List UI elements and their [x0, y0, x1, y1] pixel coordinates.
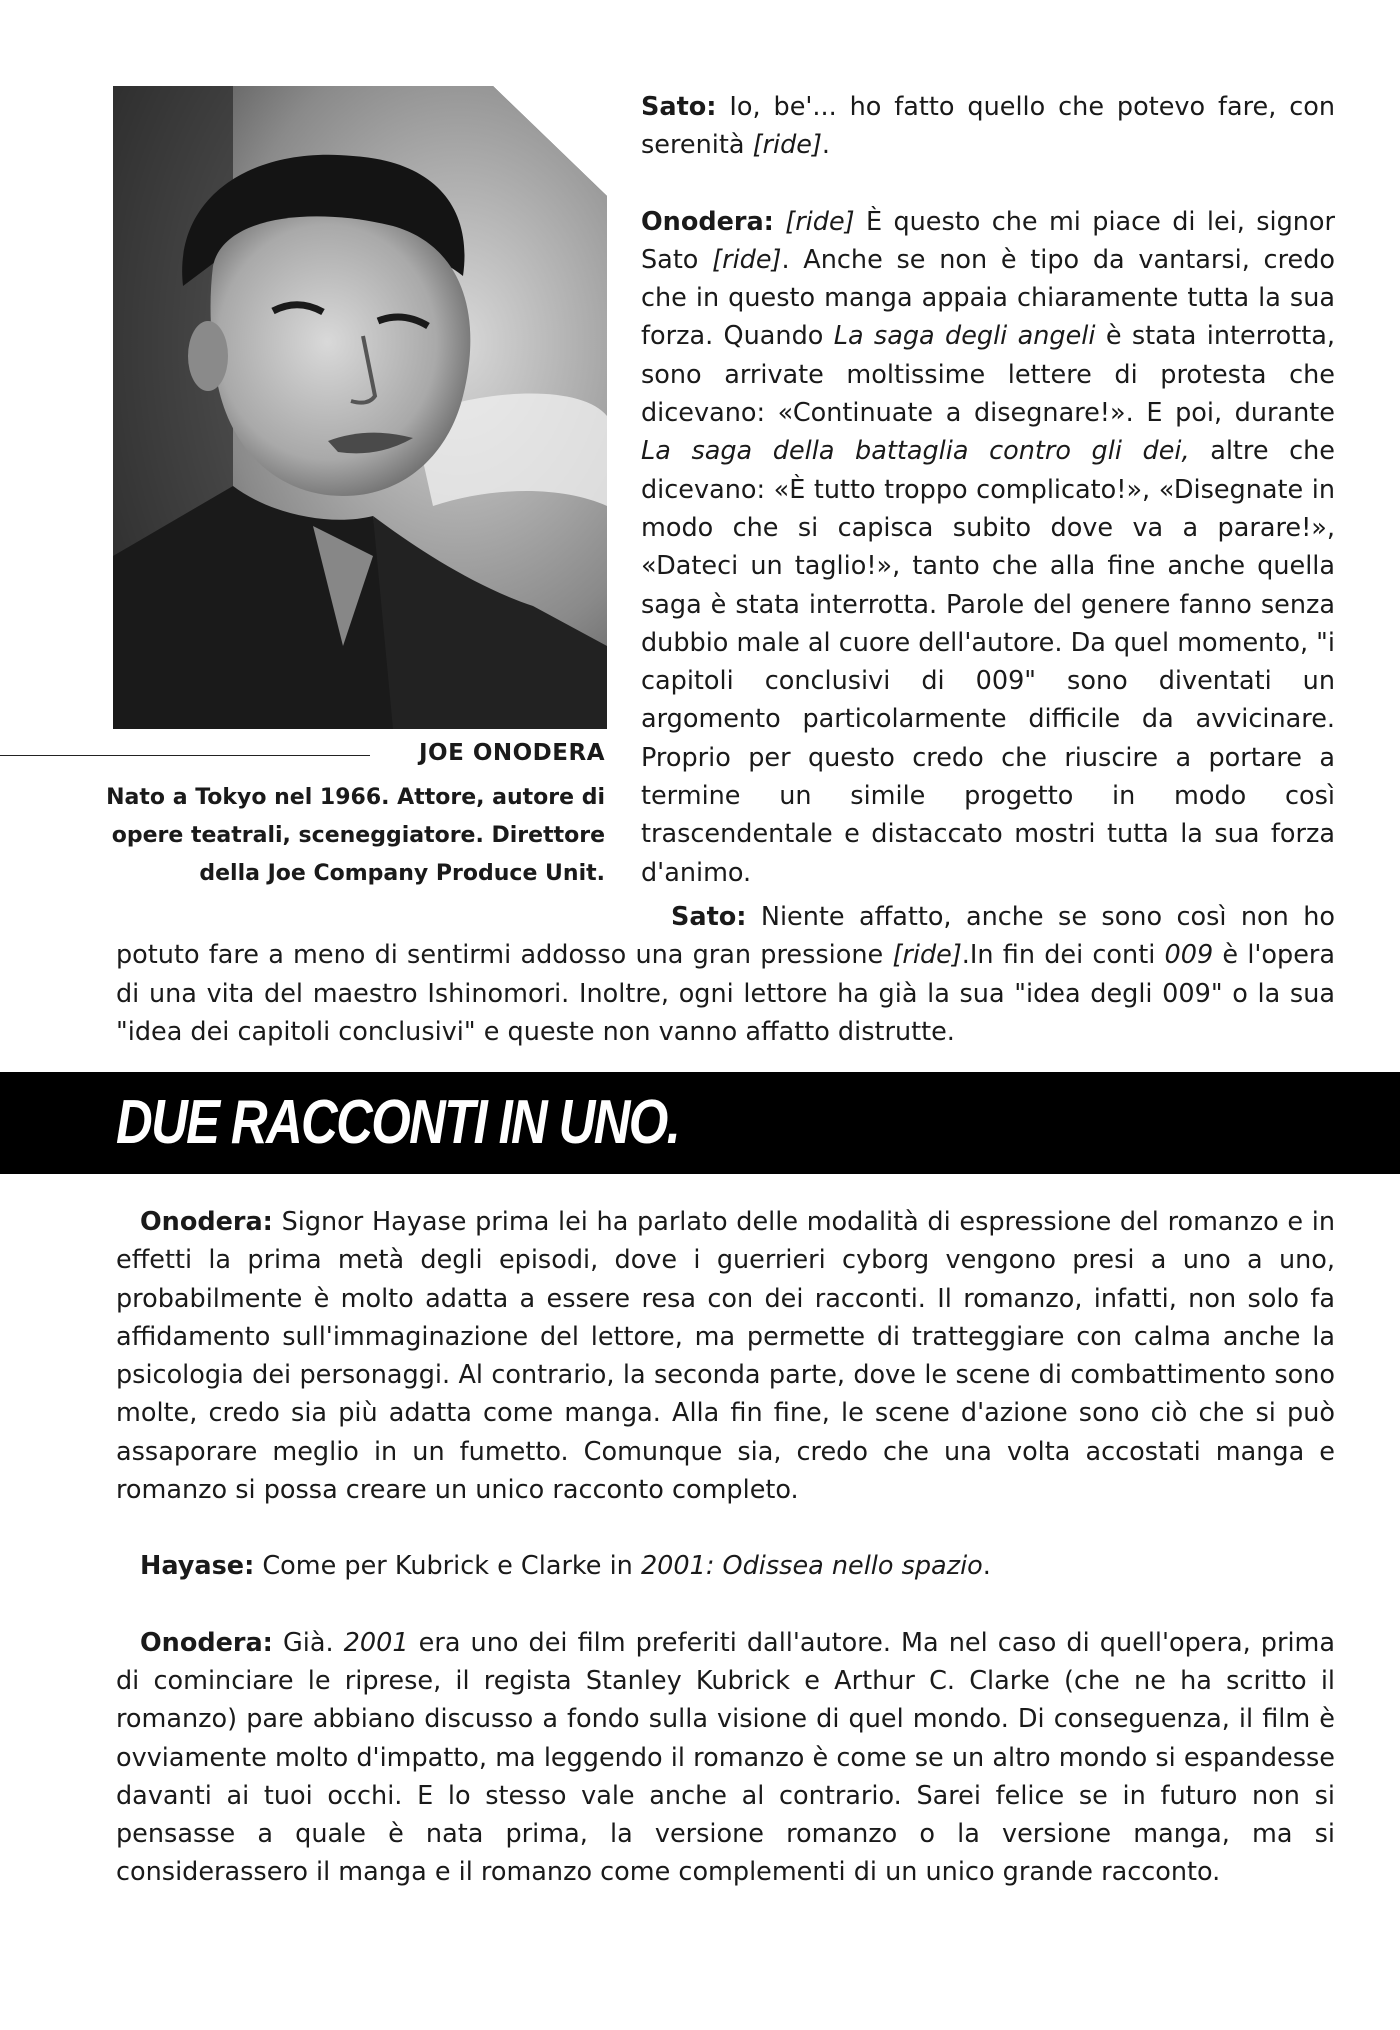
right-column [641, 88, 1335, 930]
italic-run: 009 [1164, 940, 1214, 971]
section-title: DUE RACCONTI IN UNO. [116, 1088, 680, 1157]
text-run: È questo che mi piace di lei, signor Sato [641, 206, 1335, 275]
text-run: era uno dei film preferiti dall'autore. Ma nel caso di quell'opera, prima di cominciare le riprese, il regista Stanley Kubrick e Arthur C. Clarke (che ne ha scritto il romanzo) pare abbiano discusso a fondo sulla visione di quel mondo. Di conseguenza, il film è ovviamente molto d'impatto, ma leggendo il romanzo è come se un altro mondo si espandesse davanti ai tuoi occhi. E lo stesso vale anche al contrario. Sarei felice se in futuro non si pensasse a quale è nata prima, la versione romanzo o la versione manga, ma si considerassero il manga e il romanzo come complementi di un unico grande racconto. [116, 1627, 1335, 1888]
text-run: altre che dicevano: «È tutto troppo complicato!», «Disegnate in modo che si capisca subito dove va a parare!», «Dateci un taglio!», tanto che alla fine anche quella saga è stata interrotta. Parole del genere fanno senza dubbio male al cuore dell'autore. Da quel momento, "i capitoli conclusivi di 009" sono diventati un argomento particolarmente difficile da avvicinare. Proprio per questo credo che riuscire a portare a termine un simile progetto in modo così trascendentale e distaccato mostri tutta la sua forza d'animo. [641, 436, 1336, 888]
interview-body [116, 1203, 1335, 1930]
speaker-label: Onodera: [140, 1207, 273, 1237]
paragraph-onodera-1 [641, 203, 1335, 892]
text-run: Io, be'... ho fatto quello che potevo fare, con serenità [641, 92, 1335, 161]
paragraph-sato-1 [641, 88, 1335, 165]
text-run: è stata interrotta, sono arrivate moltissime lettere di protesta che dicevano: «Continuate a disegnare!». E poi, durante [641, 321, 1335, 429]
paragraph-onodera-3 [116, 1624, 1335, 1892]
section-heading-band [0, 1072, 1400, 1174]
portrait-photo [113, 86, 607, 729]
italic-run: [ride] [892, 940, 962, 971]
text-run: . [982, 1551, 991, 1582]
speaker-label: Hayase: [140, 1551, 255, 1582]
text-run: Signor Hayase prima lei ha parlato delle modalità di espressione del romanzo e in effetti la prima metà degli episodi, dove i guerrieri cyborg vengono presi a uno a uno, probabilmente è molto adatta a essere resa con dei racconti. Il romanzo, infatti, non solo fa affidamento sull'immaginazione del lettore, ma permette di tratteggiare con calma anche la psicologia dei personaggi. Al contrario, la seconda parte, dove le scene di combattimento sono molte, credo sia più adatta come manga. Alla fin fine, le scene d'azione sono ciò che si può assaporare meglio in un fumetto. Comunque sia, credo che una volta accostati manga e romanzo si possa creare un unico racconto completo. [116, 1207, 1335, 1506]
speaker-label: Sato: [641, 92, 717, 122]
text-run: Come per Kubrick e Clarke in [254, 1551, 641, 1582]
paragraph-onodera-2 [116, 1203, 1335, 1509]
caption-divider [0, 755, 370, 756]
speaker-label: Onodera: [641, 206, 774, 237]
italic-run: [ride] [773, 206, 855, 237]
caption-bio: Nato a Tokyo nel 1966. Attore, autore di opere teatrali, sceneggiatore. Direttore della Joe Company Produce Unit. [106, 785, 605, 886]
full-width-paragraph [116, 898, 1335, 1051]
italic-run: 2001: Odissea nello spazio [640, 1551, 983, 1582]
portrait-illustration [113, 86, 607, 729]
speaker-label: Onodera: [140, 1627, 273, 1658]
text-run: Già. [272, 1627, 344, 1658]
italic-run: La saga degli angeli [833, 321, 1096, 352]
italic-run: 2001 [343, 1627, 409, 1658]
text-run: Niente affatto, anche se sono così non ho potuto fare a meno di sentirmi addosso una gran pressione [116, 902, 1335, 971]
italic-run: [ride] [712, 244, 782, 275]
caption-name: JOE ONODERA [419, 740, 605, 766]
text-run: è l'opera di una vita del maestro Ishinomori. Inoltre, ogni lettore ha già la sua "idea degli 009" o la sua "idea dei capitoli conclusivi" e queste non vanno affatto distrutte. [116, 940, 1335, 1047]
text-run: . [821, 130, 831, 161]
italic-run: [ride] [752, 130, 822, 161]
text-run: . Anche se non è tipo da vantarsi, credo che in questo manga appaia chiaramente tutta la sua forza. Quando [641, 244, 1335, 352]
text-run: .In fin dei conti [961, 940, 1165, 971]
speaker-label: Sato: [671, 902, 747, 932]
paragraph-sato-2 [116, 898, 1335, 1051]
italic-run: La saga della battaglia contro gli dei, [641, 436, 1190, 467]
paragraph-hayase [116, 1547, 1335, 1585]
